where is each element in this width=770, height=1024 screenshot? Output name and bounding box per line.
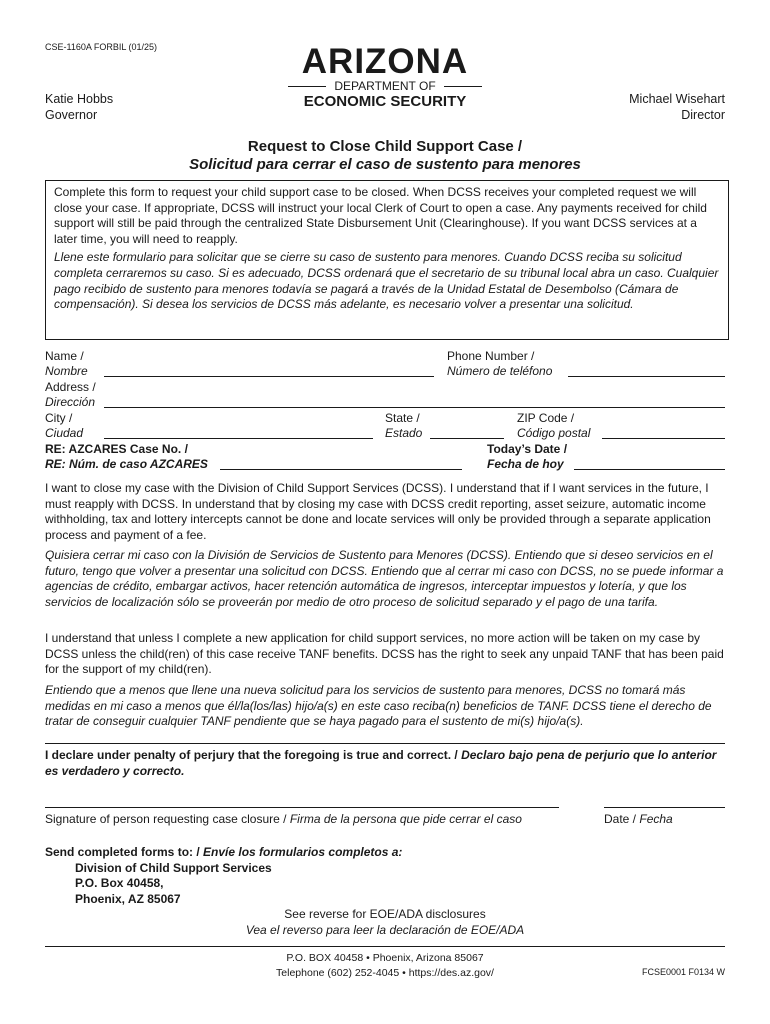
footer-address: P.O. BOX 40458 • Phoenix, Arizona 85067 (286, 952, 484, 964)
city-field[interactable] (104, 438, 373, 439)
director-block (629, 91, 725, 123)
intro-box (45, 180, 729, 340)
state-label: State / Estado (385, 411, 423, 440)
director-name: Michael Wisehart (629, 92, 725, 106)
director-title: Director (681, 108, 725, 122)
state-field[interactable] (430, 438, 504, 439)
signature-field[interactable] (45, 807, 559, 808)
signature-date-field[interactable] (604, 807, 725, 808)
title-en: Request to Close Child Support Case / (247, 138, 523, 155)
reverse-note: See reverse for EOE/ADA disclosures Vea el reverso para leer la declaración de EOE/ADA (245, 907, 525, 937)
signature-date-label: Date / Fecha (604, 812, 673, 826)
send-line2: P.O. Box 40458, (75, 876, 164, 890)
phone-label: Phone Number / Número de teléfono (447, 349, 553, 378)
send-to-block: Send completed forms to: / Envíe los formularios completos a: Division of Child Support Services P.O. Box 40458, Phoenix, AZ 85067 (45, 845, 403, 906)
signature-label: Signature of person requesting case closure / Firma de la persona que pide cerrar el caso (45, 812, 522, 826)
title-es: Solicitud para cerrar el caso de sustento para menores (189, 156, 581, 173)
footer-divider (45, 946, 725, 947)
governor-block (45, 91, 113, 123)
governor-name: Katie Hobbs (45, 92, 114, 106)
body-p2-en: I understand that unless I complete a new application for child support services, no more action will be taken on my case by DCSS unless the child(ren) of this case receive TANF benefits. DCSS has the right to seek any unpaid TANF that has been paid for the support of my child(ren). (45, 631, 724, 677)
logo-state: ARIZONA (301, 42, 469, 81)
form-code: CSE-1160A FORBIL (01/25) (45, 42, 158, 52)
name-field[interactable] (104, 376, 434, 377)
body-p1-es: Quisiera cerrar mi caso con la División de Servicios de Sustento para Menores (DCSS). Entiendo que si deseo servicios en el futuro, tengo que volver a presentar una solicitud con DCSS. Entiendo que al cerrar mi caso con DCSS, no se puede informar a agencias de crédito, embargar activos, hacer retención automática de ingresos, interceptar impuestos y lotería, y que los servicios de localización sólo se proveerán por medio de otro proceso de solicitud separado y el pago de una tarifa. (45, 548, 724, 609)
footer-contact: Telephone (602) 252-4045 • https://des.az.gov/ (276, 967, 494, 979)
body-p2-es: Entiendo que a menos que llene una nueva solicitud para los servicios de sustento para menores, DCSS no tomará más medidas en mi caso a menos que él/la(los/las) hijo/a(s) en este caso reciba(n) beneficios de TANF. DCSS tiene el derecho de tratar de conseguir cualquier TANF pendiente que se haya pagado para el sustento de mi(s) hijo/a(s). (45, 683, 712, 729)
des-logo (280, 44, 490, 110)
case-number-label: RE: AZCARES Case No. / RE: Núm. de caso AZCARES (45, 442, 208, 471)
zip-field[interactable] (602, 438, 725, 439)
zip-label: ZIP Code / Código postal (517, 411, 591, 440)
footer-form-code: FCSE0001 F0134 W (641, 967, 725, 977)
page-title (0, 138, 770, 174)
todays-date-field[interactable] (574, 469, 725, 470)
governor-title: Governor (45, 108, 98, 122)
logo-agency: ECONOMIC SECURITY (303, 93, 467, 110)
declaration: I declare under penalty of perjury that the foregoing is true and correct. / Declaro bajo pena de perjurio que lo anterior es verdadero y correcto. (45, 748, 717, 778)
send-line3: Phoenix, AZ 85067 (75, 891, 181, 906)
logo-dept: DEPARTMENT OF (280, 79, 490, 93)
send-line1: Division of Child Support Services (75, 860, 272, 875)
body-p1-en: I want to close my case with the Division of Child Support Services (DCSS). I understand that if I want services in the future, I must reapply with DCSS. In understand that by closing my case with DCSS credit reporting, asset seizure, automatic income withholding, tax and lottery intercepts cannot be done and locate services will only be provided through a separate application process and payment of a fee. (45, 481, 711, 542)
intro-es: Llene este formulario para solicitar que se cierre su caso de sustento para menores. Cuando DCSS reciba su solicitud completa cerraremos su caso. Si es adecuado, DCSS ordenará que el secretario de su tribunal local abra un caso. Cualquier pago recibido de sustento para menores todavía se pagará a través de la Unidad Estatal de Desembolso (Cámara de compensación). Si desea los servicios de DCSS más adelante, es necesario volver a presentar una solicitud. (54, 250, 719, 312)
address-field[interactable] (104, 407, 725, 408)
case-number-field[interactable] (220, 469, 462, 470)
name-label: Name / Nombre (45, 349, 88, 378)
city-label: City / Ciudad (45, 411, 84, 440)
declaration-divider (45, 743, 725, 744)
todays-date-label: Today’s Date / Fecha de hoy (487, 442, 568, 471)
address-label: Address / Dirección (45, 380, 96, 409)
intro-en: Complete this form to request your child support case to be closed. When DCSS receives your completed request we will close your case. If appropriate, DCSS will instruct your local Clerk of Court to open a case. Any payments received for child support will still be paid through the centralized State Disbursement Unit (Clearinghouse). If you want DCSS services at a later time, you will need to reapply. (54, 185, 707, 246)
phone-field[interactable] (568, 376, 725, 377)
